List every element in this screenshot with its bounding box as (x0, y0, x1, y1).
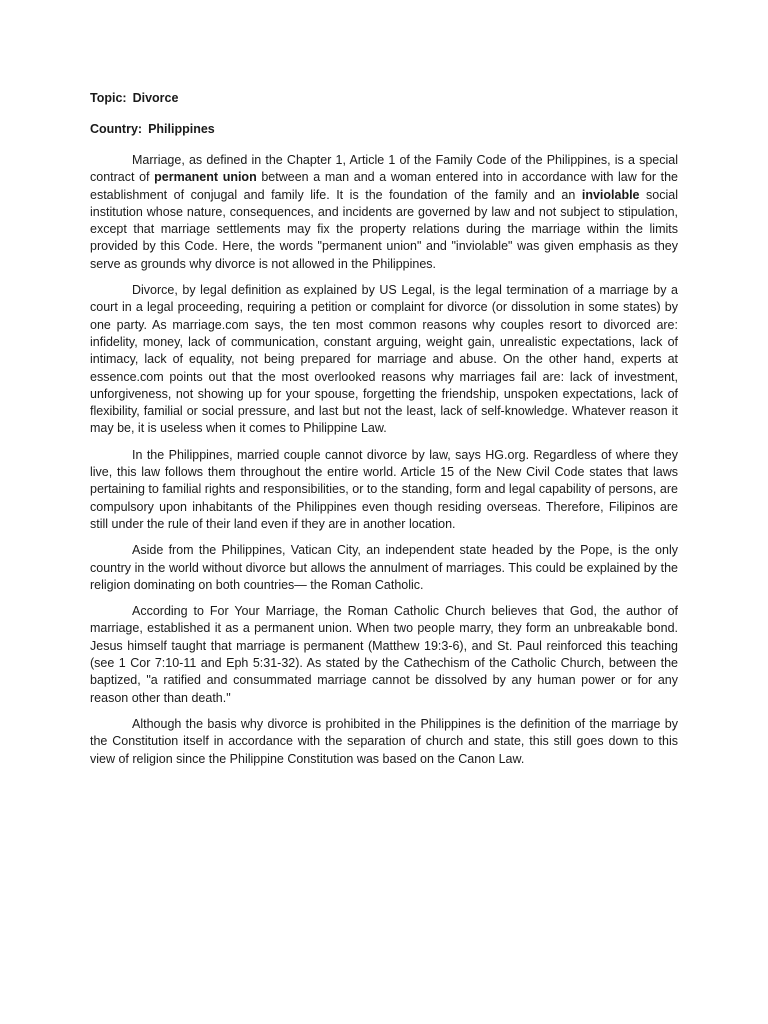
topic-value: Divorce (132, 91, 179, 105)
p1-emphasis-permanent-union: permanent union (154, 170, 257, 185)
p1-emphasis-inviolable: inviolable (581, 187, 640, 202)
document-page (90, 90, 678, 777)
country-label: Country: (90, 122, 143, 136)
country-heading (90, 121, 678, 137)
paragraph-philippine-law: In the Philippines, married couple cannot divorce by law, says HG.org. Regardless of where they live, this law follows them throughout the entire world. Article 15 of the New Civil Code states that laws pertaining to familial rights and responsibilities, or to the standing, form and legal capability of persons, are compulsory upon inhabitants of the Philippines even though residing overseas. Therefore, Filipinos are still under the rule of their land even if they are in another location. (90, 447, 678, 531)
topic-heading (90, 90, 678, 106)
paragraph-marriage-definition (90, 152, 678, 273)
paragraph-divorce-definition: Divorce, by legal definition as explained by US Legal, is the legal termination of a marriage by a court in a legal proceeding, requiring a petition or complaint for divorce (or dissolution in some states) by one party. As marriage.com says, the ten most common reasons why couples resort to divorced are: infidelity, money, lack of communication, constant arguing, weight gain, unrealistic expectations, lack of intimacy, lack of equality, not being prepared for marriage and abuse. On the other hand, experts at essence.com points out that the most overlooked reasons why marriages fail are: lack of investment, unforgiveness, not showing up for your spouse, forgetting the friendship, unspoken expectations, lack of flexibility, familial or social pressure, and last but not the least, lack of self-knowledge. Whatever reason it may be, it is useless when it comes to Philippine Law. (90, 283, 678, 436)
p1-text-e: social institution whose nature, consequences, and incidents are governed by law and not subject to stipulation, except that marriage settlements may fix the property relations during the marriage within the limits provided by this Code. Here, the words "permanent union" and "inviolable" was given emphasis as they serve as grounds why divorce is not allowed in the Philippines. (90, 187, 678, 271)
p1-text-a: Marriage, as defined in the Chapter 1, Article 1 of the Family Code of the Philippines, is a special contract of (90, 153, 678, 185)
paragraph-catholic-church: According to For Your Marriage, the Roman Catholic Church believes that God, the author of marriage, established it as a permanent union. When two people marry, they form an unbreakable bond. Jesus himself taught that marriage is permanent (Matthew 19:3-6), and St. Paul reinforced this teaching (see 1 Cor 7:10-11 and Eph 5:31-32). As stated by the Cathechism of the Catholic Church, between the baptized, "a ratified and consummated marriage cannot be dissolved by any human power or for any reason other than death." (90, 604, 678, 705)
paragraph-constitution: Although the basis why divorce is prohibited in the Philippines is the definition of the marriage by the Constitution itself in accordance with the separation of church and state, this still goes down to this view of religion since the Philippine Constitution was based on the Canon Law. (90, 716, 678, 766)
topic-label: Topic: (90, 91, 127, 105)
p1-text-c: between a man and a woman entered into in accordance with law for the establishment of conjugal and family life. It is the foundation of the family and an (90, 170, 678, 202)
country-value: Philippines (148, 122, 215, 136)
paragraph-vatican-city: Aside from the Philippines, Vatican City, an independent state headed by the Pope, is the only country in the world without divorce but allows the annulment of marriages. This could be explained by the religion dominating on both countries— the Roman Catholic. (90, 543, 678, 592)
